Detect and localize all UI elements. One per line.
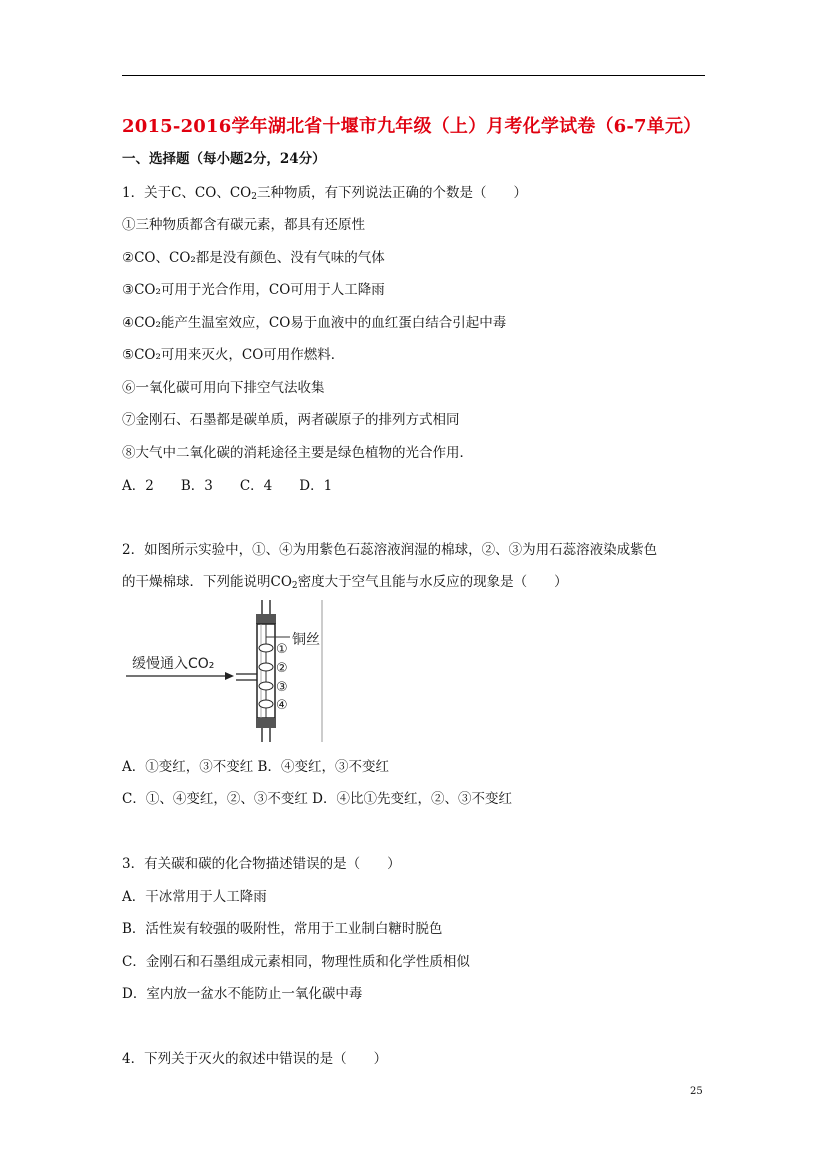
- section-heading: 一、选择题（每小题2分，24分）: [122, 151, 326, 167]
- ball-label-1: ①: [276, 642, 288, 657]
- q2-stem-part1: 的干燥棉球．下列能说明CO: [122, 574, 292, 590]
- q1-item: ②CO、CO₂都是没有颜色、没有气味的气体: [122, 250, 385, 266]
- q4-stem: 4．下列关于灭火的叙述中错误的是（ ）: [122, 1051, 388, 1067]
- q2-stem-line2: [122, 573, 568, 595]
- q3-option: D．室内放一盆水不能防止一氧化碳中毒: [122, 986, 363, 1002]
- q3-stem: 3．有关碳和碳的化合物描述错误的是（ ）: [122, 856, 401, 872]
- ball-label-2: ②: [276, 661, 288, 676]
- co2-inlet-label: 缓慢通入CO₂: [132, 656, 215, 672]
- cotton-ball-4: [259, 700, 273, 708]
- q2-stem-part2: 密度大于空气且能与水反应的现象是（ ）: [297, 574, 568, 590]
- cotton-ball-3: [259, 682, 273, 690]
- header-rule: [122, 75, 705, 76]
- copper-wire-label: 铜丝: [292, 632, 320, 648]
- q1-options: A．2 B．3 C．4 D．1: [122, 478, 333, 494]
- q1-item: ④CO₂能产生温室效应，CO易于血液中的血红蛋白结合引起中毒: [122, 315, 507, 331]
- q2-stem-line1: 2．如图所示实验中，①、④为用紫色石蕊溶液润湿的棉球，②、③为用石蕊溶液染成紫色: [122, 542, 658, 558]
- q1-item: ①三种物质都含有碳元素，都具有还原性: [122, 217, 365, 233]
- q2-options-line2: C．①、④变红，②、③不变红 D．④比①先变红，②、③不变红: [122, 791, 512, 807]
- q1-stem-part1: 1．关于C、CO、CO: [122, 185, 252, 201]
- q3-option: B．活性炭有较强的吸附性，常用于工业制白糖时脱色: [122, 921, 443, 937]
- q2-stem-subscript: 2: [291, 581, 298, 591]
- q3-option: A．干冰常用于人工降雨: [122, 889, 267, 905]
- q1-stem-part2: 三种物质，有下列说法正确的个数是（ ）: [256, 185, 527, 201]
- q1-stem: [122, 184, 527, 206]
- exam-title: 2015-2016学年湖北省十堰市九年级（上）月考化学试卷（6-7单元）: [122, 116, 702, 137]
- ball-label-3: ③: [276, 680, 288, 695]
- q1-item: ⑥一氧化碳可用向下排空气法收集: [122, 380, 325, 396]
- q1-item: ⑤CO₂可用来灭火，CO可用作燃料．: [122, 347, 345, 363]
- q1-stem-subscript: 2: [251, 192, 257, 202]
- cotton-ball-2: [259, 663, 273, 671]
- q1-item: ⑦金刚石、石墨都是碳单质，两者碳原子的排列方式相同: [122, 412, 460, 428]
- ball-label-4: ④: [276, 698, 288, 713]
- q1-item: ③CO₂可用于光合作用，CO可用于人工降雨: [122, 282, 385, 298]
- page-number: 25: [690, 1086, 703, 1097]
- q1-item: ⑧大气中二氧化碳的消耗途径主要是绿色植物的光合作用．: [122, 445, 473, 461]
- experiment-figure: [124, 600, 324, 742]
- cotton-ball-1: [259, 644, 273, 652]
- q3-option: C．金刚石和石墨组成元素相同，物理性质和化学性质相似: [122, 954, 470, 970]
- q2-options-line1: A．①变红，③不变红 B．④变红，③不变红: [122, 759, 389, 775]
